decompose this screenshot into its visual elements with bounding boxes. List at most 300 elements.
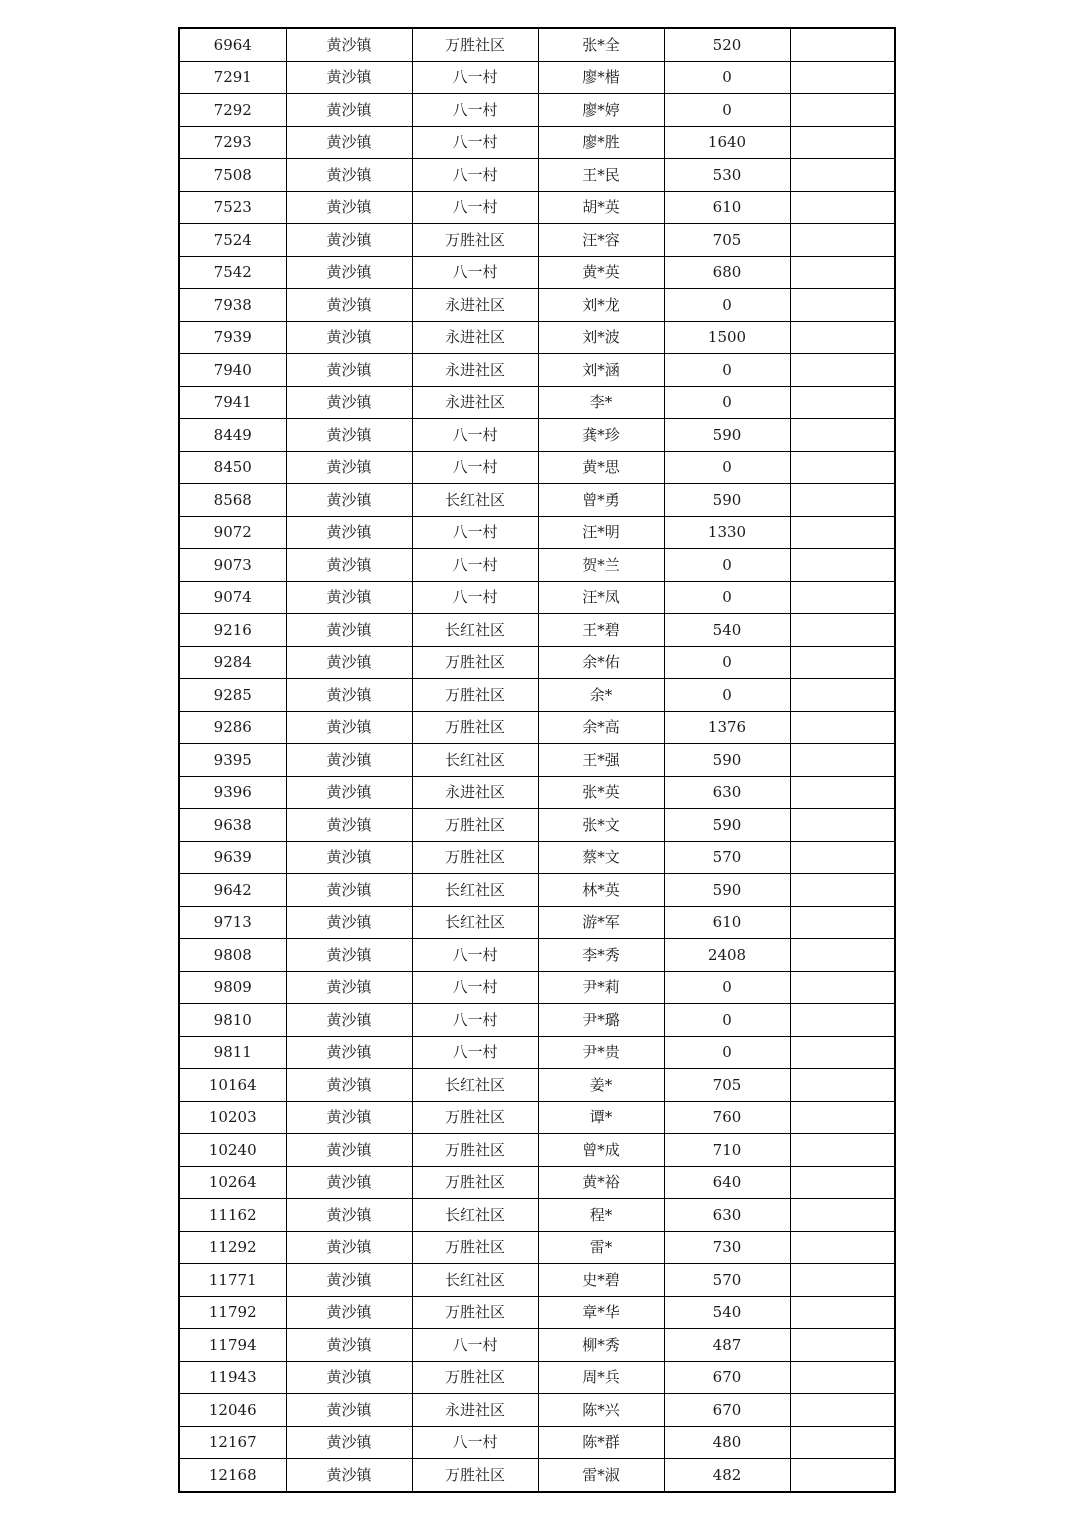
name-cell: 廖*婷 xyxy=(538,94,664,127)
village-cell: 万胜社区 xyxy=(412,1296,538,1329)
amount-cell: 0 xyxy=(664,386,790,419)
record-id-cell: 9642 xyxy=(179,874,286,907)
record-id-cell: 11771 xyxy=(179,1264,286,1297)
note-cell xyxy=(790,94,895,127)
amount-cell: 670 xyxy=(664,1361,790,1394)
table-row xyxy=(179,679,895,712)
village-cell: 八一村 xyxy=(412,1426,538,1459)
town-cell: 黄沙镇 xyxy=(286,1394,412,1427)
record-id-cell: 7941 xyxy=(179,386,286,419)
town-cell: 黄沙镇 xyxy=(286,646,412,679)
name-cell: 曾*勇 xyxy=(538,484,664,517)
town-cell: 黄沙镇 xyxy=(286,679,412,712)
name-cell: 尹*莉 xyxy=(538,971,664,1004)
amount-cell: 530 xyxy=(664,159,790,192)
village-cell: 万胜社区 xyxy=(412,679,538,712)
town-cell: 黄沙镇 xyxy=(286,744,412,777)
data-table xyxy=(178,27,896,1493)
village-cell: 长红社区 xyxy=(412,906,538,939)
amount-cell: 0 xyxy=(664,1036,790,1069)
note-cell xyxy=(790,451,895,484)
village-cell: 八一村 xyxy=(412,61,538,94)
note-cell xyxy=(790,614,895,647)
village-cell: 长红社区 xyxy=(412,744,538,777)
record-id-cell: 9395 xyxy=(179,744,286,777)
table-row xyxy=(179,549,895,582)
note-cell xyxy=(790,1069,895,1102)
name-cell: 汪*凤 xyxy=(538,581,664,614)
village-cell: 万胜社区 xyxy=(412,646,538,679)
village-cell: 长红社区 xyxy=(412,484,538,517)
town-cell: 黄沙镇 xyxy=(286,809,412,842)
village-cell: 万胜社区 xyxy=(412,1459,538,1492)
record-id-cell: 9713 xyxy=(179,906,286,939)
town-cell: 黄沙镇 xyxy=(286,711,412,744)
town-cell: 黄沙镇 xyxy=(286,61,412,94)
name-cell: 廖*楷 xyxy=(538,61,664,94)
table-row xyxy=(179,776,895,809)
amount-cell: 0 xyxy=(664,61,790,94)
record-id-cell: 7523 xyxy=(179,191,286,224)
record-id-cell: 7542 xyxy=(179,256,286,289)
record-id-cell: 10164 xyxy=(179,1069,286,1102)
amount-cell: 540 xyxy=(664,614,790,647)
amount-cell: 590 xyxy=(664,874,790,907)
amount-cell: 520 xyxy=(664,28,790,61)
note-cell xyxy=(790,1199,895,1232)
village-cell: 万胜社区 xyxy=(412,1101,538,1134)
village-cell: 万胜社区 xyxy=(412,1134,538,1167)
note-cell xyxy=(790,549,895,582)
table-row xyxy=(179,224,895,257)
table-row xyxy=(179,1036,895,1069)
name-cell: 蔡*文 xyxy=(538,841,664,874)
village-cell: 长红社区 xyxy=(412,1264,538,1297)
name-cell: 程* xyxy=(538,1199,664,1232)
note-cell xyxy=(790,354,895,387)
village-cell: 永进社区 xyxy=(412,1394,538,1427)
name-cell: 李* xyxy=(538,386,664,419)
note-cell xyxy=(790,1231,895,1264)
town-cell: 黄沙镇 xyxy=(286,581,412,614)
town-cell: 黄沙镇 xyxy=(286,906,412,939)
table-body xyxy=(179,28,895,1492)
town-cell: 黄沙镇 xyxy=(286,224,412,257)
table-row xyxy=(179,1199,895,1232)
town-cell: 黄沙镇 xyxy=(286,354,412,387)
village-cell: 八一村 xyxy=(412,419,538,452)
record-id-cell: 10240 xyxy=(179,1134,286,1167)
town-cell: 黄沙镇 xyxy=(286,419,412,452)
name-cell: 黄*裕 xyxy=(538,1166,664,1199)
record-id-cell: 8450 xyxy=(179,451,286,484)
amount-cell: 1500 xyxy=(664,321,790,354)
table-row xyxy=(179,1101,895,1134)
amount-cell: 480 xyxy=(664,1426,790,1459)
record-id-cell: 7938 xyxy=(179,289,286,322)
note-cell xyxy=(790,386,895,419)
record-id-cell: 6964 xyxy=(179,28,286,61)
table-row xyxy=(179,1166,895,1199)
town-cell: 黄沙镇 xyxy=(286,1459,412,1492)
amount-cell: 0 xyxy=(664,549,790,582)
note-cell xyxy=(790,1394,895,1427)
note-cell xyxy=(790,191,895,224)
town-cell: 黄沙镇 xyxy=(286,191,412,224)
town-cell: 黄沙镇 xyxy=(286,256,412,289)
note-cell xyxy=(790,1134,895,1167)
name-cell: 张*全 xyxy=(538,28,664,61)
note-cell xyxy=(790,776,895,809)
note-cell xyxy=(790,256,895,289)
village-cell: 长红社区 xyxy=(412,1069,538,1102)
village-cell: 万胜社区 xyxy=(412,1361,538,1394)
record-id-cell: 11162 xyxy=(179,1199,286,1232)
village-cell: 八一村 xyxy=(412,1004,538,1037)
name-cell: 汪*容 xyxy=(538,224,664,257)
note-cell xyxy=(790,679,895,712)
note-cell xyxy=(790,841,895,874)
table-row xyxy=(179,1361,895,1394)
amount-cell: 760 xyxy=(664,1101,790,1134)
table-row xyxy=(179,809,895,842)
village-cell: 万胜社区 xyxy=(412,28,538,61)
village-cell: 永进社区 xyxy=(412,386,538,419)
amount-cell: 540 xyxy=(664,1296,790,1329)
table-row xyxy=(179,1394,895,1427)
record-id-cell: 9638 xyxy=(179,809,286,842)
village-cell: 八一村 xyxy=(412,1329,538,1362)
town-cell: 黄沙镇 xyxy=(286,1199,412,1232)
town-cell: 黄沙镇 xyxy=(286,1264,412,1297)
table-row xyxy=(179,1231,895,1264)
record-id-cell: 9285 xyxy=(179,679,286,712)
amount-cell: 705 xyxy=(664,224,790,257)
name-cell: 张*英 xyxy=(538,776,664,809)
record-id-cell: 11292 xyxy=(179,1231,286,1264)
village-cell: 八一村 xyxy=(412,451,538,484)
village-cell: 八一村 xyxy=(412,126,538,159)
table-row xyxy=(179,61,895,94)
table-row xyxy=(179,126,895,159)
name-cell: 胡*英 xyxy=(538,191,664,224)
town-cell: 黄沙镇 xyxy=(286,971,412,1004)
note-cell xyxy=(790,939,895,972)
record-id-cell: 10203 xyxy=(179,1101,286,1134)
amount-cell: 730 xyxy=(664,1231,790,1264)
village-cell: 万胜社区 xyxy=(412,1231,538,1264)
name-cell: 陈*兴 xyxy=(538,1394,664,1427)
village-cell: 八一村 xyxy=(412,256,538,289)
amount-cell: 0 xyxy=(664,289,790,322)
table-row xyxy=(179,289,895,322)
table-row xyxy=(179,516,895,549)
name-cell: 游*军 xyxy=(538,906,664,939)
record-id-cell: 9216 xyxy=(179,614,286,647)
town-cell: 黄沙镇 xyxy=(286,1004,412,1037)
table-row xyxy=(179,451,895,484)
amount-cell: 630 xyxy=(664,776,790,809)
village-cell: 长红社区 xyxy=(412,1199,538,1232)
amount-cell: 590 xyxy=(664,484,790,517)
table-row xyxy=(179,1134,895,1167)
record-id-cell: 10264 xyxy=(179,1166,286,1199)
amount-cell: 705 xyxy=(664,1069,790,1102)
table-row xyxy=(179,28,895,61)
amount-cell: 570 xyxy=(664,841,790,874)
town-cell: 黄沙镇 xyxy=(286,126,412,159)
table-row xyxy=(179,159,895,192)
town-cell: 黄沙镇 xyxy=(286,776,412,809)
record-id-cell: 12168 xyxy=(179,1459,286,1492)
village-cell: 八一村 xyxy=(412,971,538,1004)
amount-cell: 590 xyxy=(664,744,790,777)
record-id-cell: 9809 xyxy=(179,971,286,1004)
table-row xyxy=(179,1459,895,1492)
amount-cell: 0 xyxy=(664,646,790,679)
table-row xyxy=(179,1069,895,1102)
amount-cell: 630 xyxy=(664,1199,790,1232)
name-cell: 姜* xyxy=(538,1069,664,1102)
village-cell: 万胜社区 xyxy=(412,711,538,744)
name-cell: 刘*波 xyxy=(538,321,664,354)
table-row xyxy=(179,711,895,744)
note-cell xyxy=(790,28,895,61)
record-id-cell: 8449 xyxy=(179,419,286,452)
note-cell xyxy=(790,289,895,322)
note-cell xyxy=(790,484,895,517)
town-cell: 黄沙镇 xyxy=(286,939,412,972)
record-id-cell: 9396 xyxy=(179,776,286,809)
amount-cell: 0 xyxy=(664,679,790,712)
table-row xyxy=(179,94,895,127)
name-cell: 雷* xyxy=(538,1231,664,1264)
note-cell xyxy=(790,126,895,159)
town-cell: 黄沙镇 xyxy=(286,321,412,354)
record-id-cell: 9808 xyxy=(179,939,286,972)
amount-cell: 0 xyxy=(664,451,790,484)
note-cell xyxy=(790,516,895,549)
amount-cell: 482 xyxy=(664,1459,790,1492)
note-cell xyxy=(790,971,895,1004)
note-cell xyxy=(790,809,895,842)
amount-cell: 640 xyxy=(664,1166,790,1199)
name-cell: 王*强 xyxy=(538,744,664,777)
name-cell: 汪*明 xyxy=(538,516,664,549)
town-cell: 黄沙镇 xyxy=(286,1426,412,1459)
name-cell: 张*文 xyxy=(538,809,664,842)
table-row xyxy=(179,1296,895,1329)
town-cell: 黄沙镇 xyxy=(286,1231,412,1264)
note-cell xyxy=(790,744,895,777)
amount-cell: 0 xyxy=(664,971,790,1004)
name-cell: 王*民 xyxy=(538,159,664,192)
town-cell: 黄沙镇 xyxy=(286,1166,412,1199)
record-id-cell: 7292 xyxy=(179,94,286,127)
table-row xyxy=(179,321,895,354)
amount-cell: 610 xyxy=(664,191,790,224)
note-cell xyxy=(790,1036,895,1069)
table-row xyxy=(179,581,895,614)
village-cell: 八一村 xyxy=(412,581,538,614)
record-id-cell: 7291 xyxy=(179,61,286,94)
town-cell: 黄沙镇 xyxy=(286,386,412,419)
village-cell: 万胜社区 xyxy=(412,809,538,842)
village-cell: 八一村 xyxy=(412,1036,538,1069)
town-cell: 黄沙镇 xyxy=(286,516,412,549)
note-cell xyxy=(790,321,895,354)
name-cell: 余*佑 xyxy=(538,646,664,679)
record-id-cell: 9073 xyxy=(179,549,286,582)
amount-cell: 670 xyxy=(664,1394,790,1427)
amount-cell: 1330 xyxy=(664,516,790,549)
note-cell xyxy=(790,1329,895,1362)
record-id-cell: 12167 xyxy=(179,1426,286,1459)
town-cell: 黄沙镇 xyxy=(286,1036,412,1069)
table-row xyxy=(179,939,895,972)
name-cell: 余* xyxy=(538,679,664,712)
name-cell: 余*高 xyxy=(538,711,664,744)
note-cell xyxy=(790,906,895,939)
town-cell: 黄沙镇 xyxy=(286,484,412,517)
note-cell xyxy=(790,1296,895,1329)
table-row xyxy=(179,1426,895,1459)
record-id-cell: 7939 xyxy=(179,321,286,354)
record-id-cell: 7940 xyxy=(179,354,286,387)
name-cell: 王*碧 xyxy=(538,614,664,647)
town-cell: 黄沙镇 xyxy=(286,874,412,907)
record-id-cell: 9072 xyxy=(179,516,286,549)
name-cell: 廖*胜 xyxy=(538,126,664,159)
town-cell: 黄沙镇 xyxy=(286,28,412,61)
table-row xyxy=(179,614,895,647)
name-cell: 史*碧 xyxy=(538,1264,664,1297)
record-id-cell: 11792 xyxy=(179,1296,286,1329)
note-cell xyxy=(790,646,895,679)
village-cell: 永进社区 xyxy=(412,776,538,809)
town-cell: 黄沙镇 xyxy=(286,549,412,582)
note-cell xyxy=(790,1264,895,1297)
table-row xyxy=(179,191,895,224)
record-id-cell: 7508 xyxy=(179,159,286,192)
record-id-cell: 9811 xyxy=(179,1036,286,1069)
note-cell xyxy=(790,61,895,94)
table-row xyxy=(179,971,895,1004)
record-id-cell: 11943 xyxy=(179,1361,286,1394)
note-cell xyxy=(790,581,895,614)
amount-cell: 0 xyxy=(664,94,790,127)
note-cell xyxy=(790,1166,895,1199)
town-cell: 黄沙镇 xyxy=(286,451,412,484)
village-cell: 八一村 xyxy=(412,191,538,224)
town-cell: 黄沙镇 xyxy=(286,614,412,647)
village-cell: 八一村 xyxy=(412,549,538,582)
record-id-cell: 9074 xyxy=(179,581,286,614)
town-cell: 黄沙镇 xyxy=(286,1296,412,1329)
table-row xyxy=(179,1329,895,1362)
amount-cell: 1376 xyxy=(664,711,790,744)
amount-cell: 0 xyxy=(664,354,790,387)
village-cell: 永进社区 xyxy=(412,289,538,322)
town-cell: 黄沙镇 xyxy=(286,1101,412,1134)
town-cell: 黄沙镇 xyxy=(286,94,412,127)
amount-cell: 570 xyxy=(664,1264,790,1297)
amount-cell: 1640 xyxy=(664,126,790,159)
name-cell: 林*英 xyxy=(538,874,664,907)
village-cell: 永进社区 xyxy=(412,354,538,387)
note-cell xyxy=(790,711,895,744)
town-cell: 黄沙镇 xyxy=(286,159,412,192)
name-cell: 贺*兰 xyxy=(538,549,664,582)
amount-cell: 0 xyxy=(664,1004,790,1037)
table-row xyxy=(179,744,895,777)
name-cell: 谭* xyxy=(538,1101,664,1134)
village-cell: 万胜社区 xyxy=(412,1166,538,1199)
note-cell xyxy=(790,874,895,907)
table-row xyxy=(179,256,895,289)
name-cell: 章*华 xyxy=(538,1296,664,1329)
note-cell xyxy=(790,1361,895,1394)
record-id-cell: 9284 xyxy=(179,646,286,679)
amount-cell: 0 xyxy=(664,581,790,614)
record-id-cell: 11794 xyxy=(179,1329,286,1362)
village-cell: 长红社区 xyxy=(412,614,538,647)
record-id-cell: 9810 xyxy=(179,1004,286,1037)
village-cell: 万胜社区 xyxy=(412,841,538,874)
table-row xyxy=(179,906,895,939)
table-row xyxy=(179,1004,895,1037)
name-cell: 曾*成 xyxy=(538,1134,664,1167)
amount-cell: 487 xyxy=(664,1329,790,1362)
table-row xyxy=(179,874,895,907)
note-cell xyxy=(790,1459,895,1492)
name-cell: 李*秀 xyxy=(538,939,664,972)
amount-cell: 710 xyxy=(664,1134,790,1167)
town-cell: 黄沙镇 xyxy=(286,1329,412,1362)
town-cell: 黄沙镇 xyxy=(286,1134,412,1167)
amount-cell: 590 xyxy=(664,809,790,842)
town-cell: 黄沙镇 xyxy=(286,289,412,322)
note-cell xyxy=(790,1004,895,1037)
village-cell: 永进社区 xyxy=(412,321,538,354)
note-cell xyxy=(790,159,895,192)
note-cell xyxy=(790,419,895,452)
name-cell: 周*兵 xyxy=(538,1361,664,1394)
name-cell: 龚*珍 xyxy=(538,419,664,452)
name-cell: 黄*英 xyxy=(538,256,664,289)
table-row xyxy=(179,354,895,387)
record-id-cell: 7293 xyxy=(179,126,286,159)
name-cell: 刘*涵 xyxy=(538,354,664,387)
town-cell: 黄沙镇 xyxy=(286,841,412,874)
record-id-cell: 9639 xyxy=(179,841,286,874)
name-cell: 尹*贵 xyxy=(538,1036,664,1069)
record-id-cell: 7524 xyxy=(179,224,286,257)
name-cell: 陈*群 xyxy=(538,1426,664,1459)
village-cell: 八一村 xyxy=(412,939,538,972)
name-cell: 柳*秀 xyxy=(538,1329,664,1362)
record-id-cell: 12046 xyxy=(179,1394,286,1427)
table-row xyxy=(179,1264,895,1297)
table-row xyxy=(179,419,895,452)
amount-cell: 680 xyxy=(664,256,790,289)
name-cell: 尹*璐 xyxy=(538,1004,664,1037)
note-cell xyxy=(790,1426,895,1459)
table-row xyxy=(179,841,895,874)
name-cell: 黄*思 xyxy=(538,451,664,484)
table-row xyxy=(179,646,895,679)
name-cell: 刘*龙 xyxy=(538,289,664,322)
